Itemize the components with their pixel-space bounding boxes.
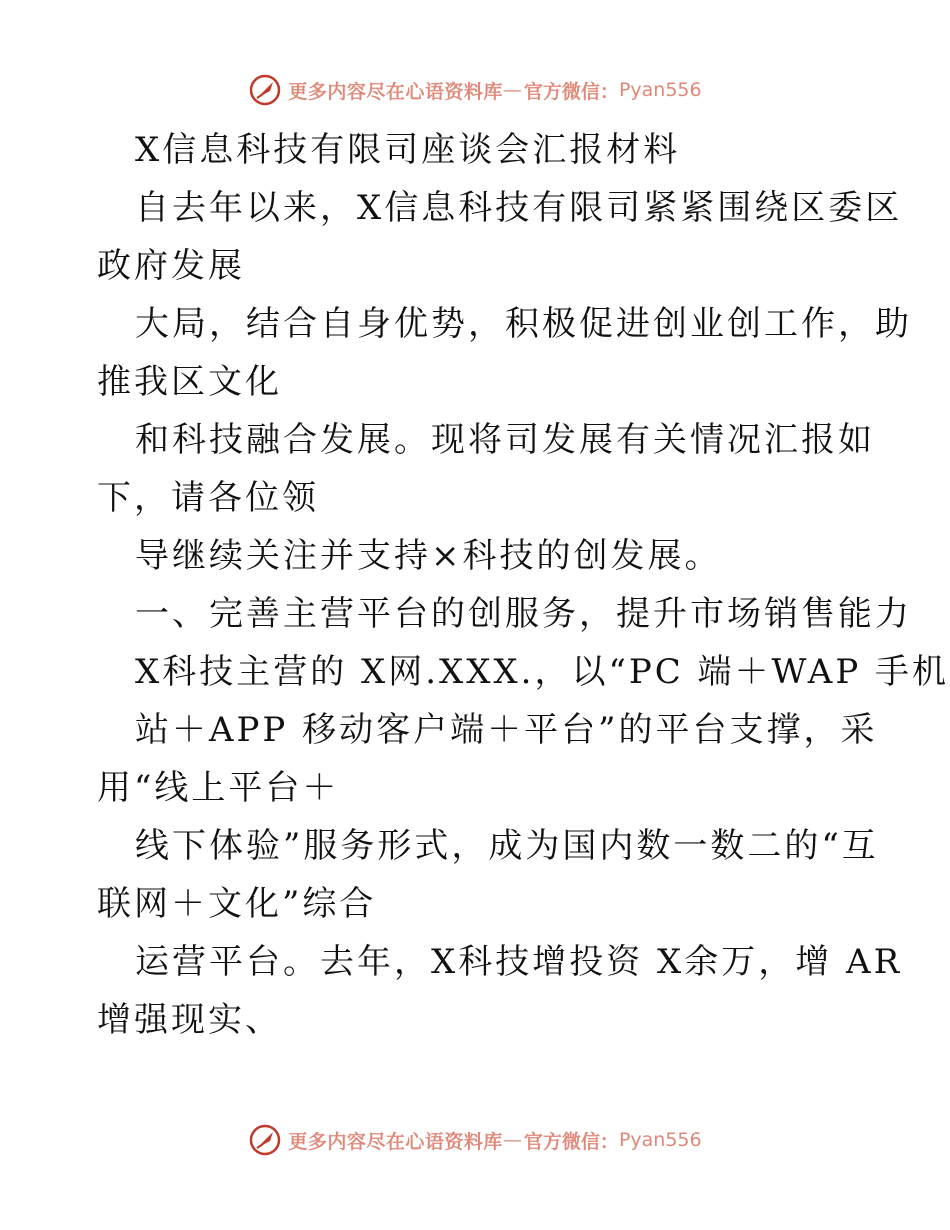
paragraph-line: 导继续关注并支持×科技的创发展。 — [135, 536, 722, 576]
watermark-main-text: 更多内容尽在心语资料库 — [288, 1130, 503, 1153]
watermark-wechat-id: Pyan556 — [618, 1129, 702, 1151]
quill-pen-logo-icon — [248, 73, 282, 107]
watermark-header — [0, 70, 950, 110]
paragraph-line: 大局，结合自身优势，积极促进创业创工作，助 — [135, 304, 912, 344]
watermark-wechat-id: Pyan556 — [618, 79, 702, 101]
watermark-wechat-label: 官方微信： — [523, 1130, 619, 1153]
paragraph-line: 线下体验”服务形式，成为国内数一数二的“互 — [135, 826, 879, 866]
paragraph-line: 站＋APP 移动客户端＋平台”的平台支撑，采 — [135, 710, 878, 750]
paragraph-line: 政府发展 — [97, 246, 245, 286]
watermark-dash: — — [502, 1129, 522, 1151]
paragraph-line: 和科技融合发展。现将司发展有关情况汇报如 — [135, 420, 875, 460]
watermark-dash: — — [502, 79, 522, 101]
watermark-footer — [0, 1120, 950, 1160]
paragraph-line: 推我区文化 — [97, 362, 282, 402]
paragraph-line: 联网＋文化”综合 — [97, 884, 377, 924]
quill-pen-logo-icon — [248, 1123, 282, 1157]
paragraph-line: X科技主营的 X网.XXX.，以“PC 端＋WAP 手机 — [135, 652, 950, 692]
paragraph-line: 自去年以来，X信息科技有限司紧紧围绕区委区 — [135, 188, 903, 228]
paragraph-line: 运营平台。去年，X科技增投资 X余万，增 AR — [135, 942, 903, 982]
document-title: X信息科技有限司座谈会汇报材料 — [135, 130, 681, 170]
paragraph-line: 下，请各位领 — [97, 478, 319, 518]
watermark-main-text: 更多内容尽在心语资料库 — [288, 80, 503, 103]
paragraph-line: 增强现实、 — [97, 1000, 282, 1040]
paragraph-line: 用“线上平台＋ — [97, 768, 340, 808]
watermark-wechat-label: 官方微信： — [523, 80, 619, 103]
document-body — [97, 121, 950, 1049]
section-heading: 一、完善主营平台的创服务，提升市场销售能力 — [135, 594, 912, 634]
